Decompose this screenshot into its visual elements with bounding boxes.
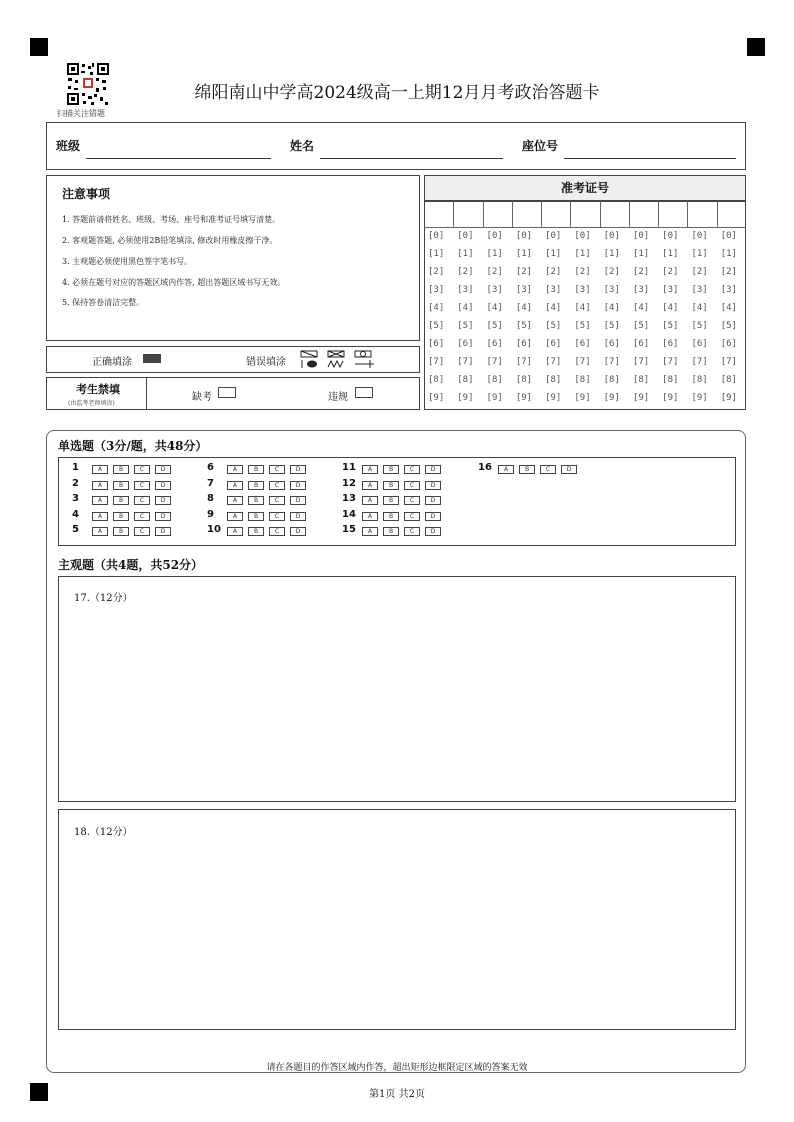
admission-digit-bubble[interactable]: [3] xyxy=(574,285,591,295)
mcq-title: 单选题（3分/题，共48分） xyxy=(58,439,208,453)
option-bubble-d[interactable]: D xyxy=(425,465,441,474)
admission-digit-bubble[interactable]: [2] xyxy=(574,267,591,277)
question-number: 4 xyxy=(72,508,79,520)
admission-digit-bubble[interactable]: [8] xyxy=(515,375,533,385)
admission-digit-bubble[interactable]: [0] xyxy=(515,231,533,241)
admission-digit-bubble[interactable]: [1] xyxy=(603,249,620,259)
admission-digit-bubble[interactable]: [6] xyxy=(632,339,650,349)
seat-label: 座位号 xyxy=(522,139,559,153)
option-bubble-d[interactable]: D xyxy=(155,527,171,536)
admission-digit-bubble[interactable]: [5] xyxy=(428,321,445,331)
option-bubble-a[interactable]: A xyxy=(227,512,243,521)
option-bubble-c[interactable]: C xyxy=(269,481,285,490)
wrong-fill-examples xyxy=(298,348,380,370)
admission-digit-bubble[interactable]: [0] xyxy=(428,231,445,241)
name-label: 姓名 xyxy=(290,139,315,153)
class-label: 班级 xyxy=(56,139,81,153)
admission-digit-bubble[interactable]: [4] xyxy=(632,303,650,313)
admission-digit-bubble[interactable]: [5] xyxy=(457,321,474,331)
admission-digit-bubble[interactable]: [3] xyxy=(603,285,620,295)
admission-digit-bubble[interactable]: [3] xyxy=(457,285,474,295)
option-bubble-b[interactable]: B xyxy=(113,512,129,521)
admission-digit-bubble[interactable]: [4] xyxy=(662,303,679,313)
admission-digit-bubble[interactable]: [5] xyxy=(515,321,533,331)
admission-digit-bubble[interactable]: [8] xyxy=(574,375,591,385)
admission-digit-bubble[interactable]: [6] xyxy=(515,339,533,349)
option-bubble-d[interactable]: D xyxy=(425,496,441,505)
admission-column-divider xyxy=(512,201,513,227)
option-bubble-b[interactable]: B xyxy=(383,527,399,536)
admission-column-divider xyxy=(687,201,688,227)
admission-digit-bubble[interactable]: [2] xyxy=(457,267,474,277)
option-bubble-b[interactable]: B xyxy=(248,512,264,521)
admission-digit-bubble[interactable]: [3] xyxy=(691,285,708,295)
admission-digit-bubble[interactable]: [0] xyxy=(632,231,650,241)
answer-box-17[interactable] xyxy=(58,576,736,802)
option-bubble-a[interactable]: A xyxy=(227,496,243,505)
admission-column-divider xyxy=(570,201,571,227)
name-field[interactable] xyxy=(320,158,503,159)
notice-item: 1. 答题前请将姓名、班级、考场、座号和准考证号填写清楚。 xyxy=(62,215,281,224)
answer-box-18[interactable] xyxy=(58,809,736,1030)
exam-ban-divider xyxy=(146,377,147,410)
option-bubble-c[interactable]: C xyxy=(269,496,285,505)
option-bubble-d[interactable]: D xyxy=(290,481,306,490)
admission-digit-bubble[interactable]: [4] xyxy=(720,303,737,313)
option-bubble-b[interactable]: B xyxy=(519,465,535,474)
admission-digit-bubble[interactable]: [8] xyxy=(632,375,650,385)
option-bubble-c[interactable]: C xyxy=(134,481,150,490)
admission-digit-bubble[interactable]: [5] xyxy=(691,321,708,331)
admission-digit-bubble[interactable]: [8] xyxy=(662,375,679,385)
admission-digit-bubble[interactable]: [0] xyxy=(691,231,708,241)
admission-digit-bubble[interactable]: [7] xyxy=(691,357,708,367)
option-bubble-d[interactable]: D xyxy=(155,512,171,521)
page-number: 第1页 共2页 xyxy=(369,1089,425,1100)
admission-digit-bubble[interactable]: [9] xyxy=(632,393,650,403)
question-number: 6 xyxy=(207,462,214,473)
admission-digit-bubble[interactable]: [4] xyxy=(603,303,620,313)
admission-digit-bubble[interactable]: [1] xyxy=(632,249,650,259)
admission-column-divider xyxy=(658,201,659,227)
admission-digit-bubble[interactable]: [8] xyxy=(486,375,503,385)
admission-digit-bubble[interactable]: [3] xyxy=(428,285,445,295)
admission-digit-bubble[interactable]: [7] xyxy=(603,357,620,367)
violation-checkbox[interactable] xyxy=(355,387,373,398)
admission-digit-bubble[interactable]: [6] xyxy=(662,339,679,349)
admission-digit-bubble[interactable]: [8] xyxy=(545,375,562,385)
absent-label: 缺考 xyxy=(192,392,212,403)
option-bubble-b[interactable]: B xyxy=(248,527,264,536)
option-bubble-d[interactable]: D xyxy=(155,481,171,490)
option-bubble-a[interactable]: A xyxy=(227,465,243,474)
admission-digit-bubble[interactable]: [8] xyxy=(691,375,708,385)
admission-digit-bubble[interactable]: [9] xyxy=(457,393,474,403)
option-bubble-d[interactable]: D xyxy=(425,512,441,521)
notice-item: 5. 保持答卷清洁完整。 xyxy=(62,298,145,307)
admission-digit-bubble[interactable]: [5] xyxy=(720,321,737,331)
question-number: 16 xyxy=(478,462,492,473)
admission-digit-bubble[interactable]: [7] xyxy=(457,357,474,367)
question-number: 11 xyxy=(342,462,356,473)
option-bubble-a[interactable]: A xyxy=(92,512,108,521)
question-number: 10 xyxy=(207,524,221,535)
admission-digit-bubble[interactable]: [9] xyxy=(691,393,708,403)
option-bubble-a[interactable]: A xyxy=(227,481,243,490)
question-number: 5 xyxy=(72,524,79,535)
admission-digit-bubble[interactable]: [3] xyxy=(486,285,503,295)
option-bubble-b[interactable]: B xyxy=(113,465,129,474)
option-bubble-b[interactable]: B xyxy=(383,465,399,474)
admission-digit-bubble[interactable]: [2] xyxy=(662,267,679,277)
subjective-title: 主观题（共4题，共52分） xyxy=(58,558,204,572)
option-bubble-c[interactable]: C xyxy=(134,496,150,505)
admission-digit-bubble[interactable]: [1] xyxy=(720,249,737,259)
option-bubble-a[interactable]: A xyxy=(362,496,378,505)
admission-digit-bubble[interactable]: [0] xyxy=(574,231,591,241)
question-number: 9 xyxy=(207,508,214,520)
admission-digit-bubble[interactable]: [6] xyxy=(486,339,503,349)
question-number: 3 xyxy=(72,493,79,504)
admission-digit-bubble[interactable]: [2] xyxy=(515,267,533,277)
option-bubble-d[interactable]: D xyxy=(561,465,577,474)
admission-digit-bubble[interactable]: [3] xyxy=(632,285,650,295)
option-bubble-a[interactable]: A xyxy=(92,481,108,490)
option-bubble-d[interactable]: D xyxy=(425,481,441,490)
admission-digit-bubble[interactable]: [6] xyxy=(457,339,474,349)
admission-column-divider xyxy=(629,201,630,227)
admission-digit-bubble[interactable]: [1] xyxy=(691,249,708,259)
admission-digit-bubble[interactable]: [6] xyxy=(428,339,445,349)
option-bubble-a[interactable]: A xyxy=(227,527,243,536)
admission-digit-bubble[interactable]: [2] xyxy=(603,267,620,277)
option-bubble-c[interactable]: C xyxy=(404,512,420,521)
option-bubble-a[interactable]: A xyxy=(498,465,514,474)
admission-digit-bubble[interactable]: [5] xyxy=(545,321,562,331)
option-bubble-a[interactable]: A xyxy=(362,481,378,490)
admission-digit-bubble[interactable]: [9] xyxy=(574,393,591,403)
admission-digit-bubble[interactable]: [7] xyxy=(486,357,503,367)
question-number: 7 xyxy=(207,477,214,489)
admission-digit-bubble[interactable]: [4] xyxy=(428,303,445,313)
admission-digit-bubble[interactable]: [7] xyxy=(720,357,737,367)
admission-digit-bubble[interactable]: [4] xyxy=(545,303,562,313)
admission-digit-bubble[interactable]: [6] xyxy=(574,339,591,349)
admission-digit-bubble[interactable]: [2] xyxy=(545,267,562,277)
admission-digit-bubble[interactable]: [9] xyxy=(662,393,679,403)
admission-digit-bubble[interactable]: [1] xyxy=(428,249,445,259)
page-title: 绵阳南山中学高2024级高一上期12月月考政治答题卡 xyxy=(194,83,600,103)
exam-ban-subtitle: (由监考老师填涂) xyxy=(68,400,115,407)
admission-column-divider xyxy=(600,201,601,227)
question-number: 2 xyxy=(72,477,79,489)
notice-item: 2. 客观题答题, 必须使用2B铅笔填涂, 修改时用橡皮擦干净。 xyxy=(62,236,278,245)
option-bubble-a[interactable]: A xyxy=(362,465,378,474)
option-bubble-a[interactable]: A xyxy=(92,527,108,536)
admission-digit-bubble[interactable]: [1] xyxy=(457,249,474,259)
admission-digit-bubble[interactable]: [9] xyxy=(515,393,533,403)
option-bubble-c[interactable]: C xyxy=(269,512,285,521)
option-bubble-b[interactable]: B xyxy=(248,481,264,490)
notice-item: 4. 必须在题号对应的答题区域内作答, 超出答题区域书写无效。 xyxy=(62,278,286,287)
admission-digit-bubble[interactable]: [7] xyxy=(632,357,650,367)
admission-digit-bubble[interactable]: [4] xyxy=(574,303,591,313)
admission-digit-bubble[interactable]: [8] xyxy=(603,375,620,385)
option-bubble-b[interactable]: B xyxy=(248,465,264,474)
admission-digit-bubble[interactable]: [8] xyxy=(428,375,445,385)
question-number: 12 xyxy=(342,477,356,489)
admission-digit-bubble[interactable]: [0] xyxy=(603,231,620,241)
option-bubble-c[interactable]: C xyxy=(134,465,150,474)
admission-digit-bubble[interactable]: [9] xyxy=(428,393,445,403)
admission-digit-bubble[interactable]: [1] xyxy=(545,249,562,259)
correct-fill-example xyxy=(143,354,161,363)
admission-digit-bubble[interactable]: [6] xyxy=(545,339,562,349)
option-bubble-d[interactable]: D xyxy=(155,465,171,474)
option-bubble-b[interactable]: B xyxy=(248,496,264,505)
admission-digit-bubble[interactable]: [9] xyxy=(603,393,620,403)
option-bubble-c[interactable]: C xyxy=(134,527,150,536)
admission-digit-bubble[interactable]: [0] xyxy=(457,231,474,241)
admission-digit-bubble[interactable]: [2] xyxy=(428,267,445,277)
admission-digit-bubble[interactable]: [2] xyxy=(632,267,650,277)
admission-digit-bubble[interactable]: [1] xyxy=(662,249,679,259)
admission-digit-bubble[interactable]: [0] xyxy=(662,231,679,241)
admission-digit-bubble[interactable]: [7] xyxy=(574,357,591,367)
wrong-fill-label: 错误填涂 xyxy=(246,357,286,368)
admission-digit-bubble[interactable]: [4] xyxy=(457,303,474,313)
admission-digit-bubble[interactable]: [0] xyxy=(545,231,562,241)
question-number: 14 xyxy=(342,508,356,520)
option-bubble-b[interactable]: B xyxy=(383,496,399,505)
exam-ban-title: 考生禁填 xyxy=(76,383,120,396)
admission-digit-bubble[interactable]: [9] xyxy=(545,393,562,403)
admission-digit-bubble[interactable]: [1] xyxy=(515,249,533,259)
option-bubble-c[interactable]: C xyxy=(540,465,556,474)
admission-digit-bubble[interactable]: [4] xyxy=(691,303,708,313)
registration-mark-top-left xyxy=(30,38,48,56)
admission-digit-bubble[interactable]: [3] xyxy=(545,285,562,295)
option-bubble-c[interactable]: C xyxy=(404,527,420,536)
option-bubble-b[interactable]: B xyxy=(113,496,129,505)
option-bubble-a[interactable]: A xyxy=(362,512,378,521)
seat-field[interactable] xyxy=(564,158,736,159)
option-bubble-c[interactable]: C xyxy=(269,527,285,536)
option-bubble-b[interactable]: B xyxy=(383,512,399,521)
admission-column-divider xyxy=(541,201,542,227)
option-bubble-d[interactable]: D xyxy=(425,527,441,536)
question-18-label: 18.（12分） xyxy=(74,827,133,838)
option-bubble-b[interactable]: B xyxy=(113,481,129,490)
option-bubble-d[interactable]: D xyxy=(290,527,306,536)
admission-digit-bubble[interactable]: [9] xyxy=(486,393,503,403)
question-number: 1 xyxy=(72,462,79,473)
admission-title: 准考证号 xyxy=(424,175,746,201)
admission-digit-bubble[interactable]: [4] xyxy=(486,303,503,313)
option-bubble-b[interactable]: B xyxy=(113,527,129,536)
option-bubble-a[interactable]: A xyxy=(92,465,108,474)
option-bubble-c[interactable]: C xyxy=(269,465,285,474)
admission-digit-bubble[interactable]: [3] xyxy=(720,285,737,295)
admission-digit-bubble[interactable]: [6] xyxy=(720,339,737,349)
admission-digit-bubble[interactable]: [5] xyxy=(662,321,679,331)
admission-digit-bubble[interactable]: [1] xyxy=(486,249,503,259)
notice-item: 3. 主观题必须使用黑色签字笔书写。 xyxy=(62,257,193,266)
admission-digit-bubble[interactable]: [0] xyxy=(720,231,737,241)
option-bubble-a[interactable]: A xyxy=(92,496,108,505)
absent-checkbox[interactable] xyxy=(218,387,236,398)
option-bubble-a[interactable]: A xyxy=(362,527,378,536)
option-bubble-c[interactable]: C xyxy=(404,481,420,490)
admission-column-divider xyxy=(717,201,718,227)
admission-digit-bubble[interactable]: [3] xyxy=(662,285,679,295)
admission-digit-bubble[interactable]: [7] xyxy=(428,357,445,367)
admission-grid-divider xyxy=(424,227,746,228)
admission-digit-bubble[interactable]: [7] xyxy=(662,357,679,367)
correct-fill-label: 正确填涂 xyxy=(92,357,132,368)
option-bubble-b[interactable]: B xyxy=(383,481,399,490)
admission-digit-bubble[interactable]: [6] xyxy=(691,339,708,349)
admission-digit-bubble[interactable]: [5] xyxy=(632,321,650,331)
admission-digit-bubble[interactable]: [7] xyxy=(515,357,533,367)
question-17-label: 17.（12分） xyxy=(74,593,133,604)
admission-digit-bubble[interactable]: [4] xyxy=(515,303,533,313)
admission-digit-bubble[interactable]: [3] xyxy=(515,285,533,295)
option-bubble-c[interactable]: C xyxy=(404,496,420,505)
admission-digit-bubble[interactable]: [1] xyxy=(574,249,591,259)
qr-caption: 扫描关注错题 xyxy=(57,109,105,118)
admission-digit-bubble[interactable]: [5] xyxy=(603,321,620,331)
admission-digit-bubble[interactable]: [8] xyxy=(720,375,737,385)
option-bubble-d[interactable]: D xyxy=(290,512,306,521)
student-info-box xyxy=(46,122,746,170)
violation-label: 违规 xyxy=(328,392,348,403)
notice-title: 注意事项 xyxy=(62,187,111,201)
footer-note: 请在各题目的作答区域内作答，超出矩形边框限定区域的答案无效 xyxy=(266,1063,528,1073)
admission-digit-bubble[interactable]: [6] xyxy=(603,339,620,349)
option-bubble-c[interactable]: C xyxy=(134,512,150,521)
admission-digit-bubble[interactable]: [0] xyxy=(486,231,503,241)
option-bubble-d[interactable]: D xyxy=(290,496,306,505)
option-bubble-c[interactable]: C xyxy=(404,465,420,474)
option-bubble-d[interactable]: D xyxy=(290,465,306,474)
admission-digit-bubble[interactable]: [2] xyxy=(691,267,708,277)
admission-digit-bubble[interactable]: [2] xyxy=(720,267,737,277)
admission-digit-bubble[interactable]: [2] xyxy=(486,267,503,277)
admission-digit-bubble[interactable]: [8] xyxy=(457,375,474,385)
admission-digit-bubble[interactable]: [5] xyxy=(486,321,503,331)
admission-digit-bubble[interactable]: [7] xyxy=(545,357,562,367)
admission-digit-bubble[interactable]: [9] xyxy=(720,393,737,403)
option-bubble-d[interactable]: D xyxy=(155,496,171,505)
admission-column-divider xyxy=(483,201,484,227)
question-number: 8 xyxy=(207,493,214,504)
class-field[interactable] xyxy=(86,158,271,159)
question-number: 13 xyxy=(342,493,356,504)
question-number: 15 xyxy=(342,524,356,535)
admission-digit-bubble[interactable]: [5] xyxy=(574,321,591,331)
admission-column-divider xyxy=(453,201,454,227)
registration-mark-top-right xyxy=(747,38,765,56)
